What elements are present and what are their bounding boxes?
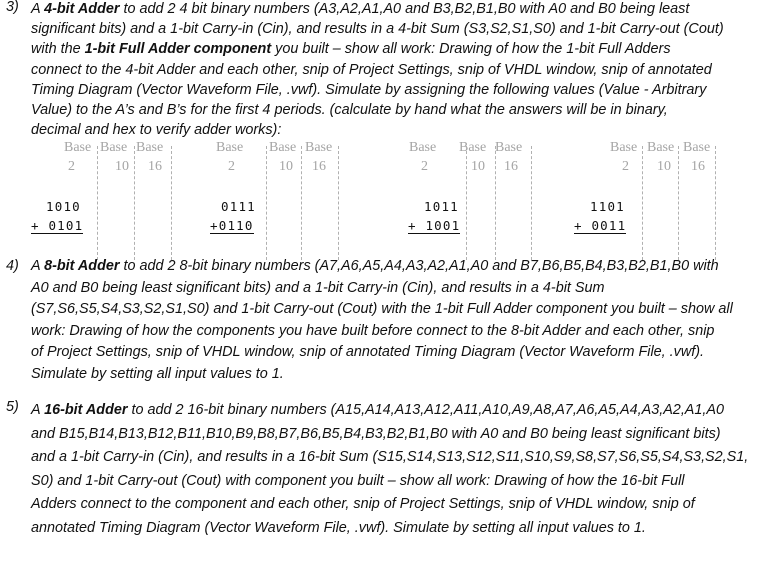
question-number: 5) [6,399,19,415]
base-number: 2 [622,159,629,174]
base-header: Base [305,140,333,155]
text-run: and B15,B14,B13,B12,B11,B10,B9,B8,B7,B6,B5,B4,B3,B2,B1,B0 with A0 and B0 being least significant bits) [31,425,721,442]
base-header: Base [269,140,297,155]
base-number: 16 [148,159,162,174]
base-header: Base [610,140,638,155]
text-run: with the [31,41,85,58]
text-run: Adders connect to the component and each other, snip of Project Settings, snip of VHDL window, snip of [31,496,695,513]
text-run: to add 2 4 bit binary numbers (A3,A2,A1,A0 and B3,B2,B1,B0 with A0 and B0 being least [119,1,690,17]
question-text-line [31,493,695,515]
question-text-line [31,280,605,296]
column-divider [531,146,532,260]
text-run: S0) and 1-bit Carry-out (Cout) with component you built – show all work: Drawing of how the 16-bit Full [31,472,685,489]
column-divider [715,146,716,260]
question-text-line [31,470,684,492]
base-conversion-table [0,140,760,262]
question-text-line [31,517,646,539]
base-number: 2 [228,159,235,174]
operand-a: 1011 [424,199,459,214]
base-number: 16 [312,159,326,174]
bold-term: 8-bit Adder [44,258,120,274]
column-divider [338,146,339,260]
text-run: (S7,S6,S5,S4,S3,S2,S1,S0) and 1-bit Carry-out (Cout) with the 1-bit Full Adder component you built – show all [31,301,733,318]
bold-term: 1-bit Full Adder component [84,41,272,58]
base-header: Base [136,140,164,155]
operand-b: +0110 [210,218,254,233]
question-number: 4) [6,258,19,274]
base-header: Base [100,140,128,155]
text-run: work: Drawing of how the components you have built before connect to the 8-bit Adder and each other, snip [31,322,715,339]
operand-b: + 1001 [408,218,461,233]
text-run: Simulate by setting all input values to 1. [31,366,284,382]
base-header: Base [409,140,437,155]
text-run: annotated Timing Diagram (Vector Waveform File, .vwf). Simulate by setting all input values to 1. [31,520,646,536]
question-text-line [31,100,668,120]
question-text-line [31,399,724,421]
base-number: 2 [68,159,75,174]
question-text-line [31,80,706,100]
text-run: decimal and hex to verify adder works): [31,122,282,139]
column-divider [134,146,135,260]
column-divider [266,146,267,260]
text-run: Timing Diagram (Vector Waveform File, .vwf). Simulate by assigning the following values (Value - Arbitrary [31,81,707,98]
question-text-line [31,0,689,19]
operand-b: + 0101 [31,218,84,233]
question-text-line [31,446,748,468]
question-text-line [31,423,721,445]
column-divider [171,146,172,260]
base-number: 10 [657,159,671,174]
base-number: 2 [421,159,428,174]
text-run: to add 2 16-bit binary numbers (A15,A14,A13,A12,A11,A10,A9,A8,A7,A6,A5,A4,A3,A2,A1,A0 [127,402,725,418]
base-number: 16 [504,159,518,174]
column-divider [642,146,643,260]
column-divider [495,146,496,260]
operand-a: 0111 [221,199,256,214]
base-header: Base [683,140,711,155]
text-run: you built – show all work: Drawing of how the 1-bit Full Adders [271,41,671,58]
operand-a: 1010 [46,199,81,214]
base-header: Base [459,140,487,155]
text-run: A [31,1,45,17]
column-divider [301,146,302,260]
text-run: to add 2 8-bit binary numbers (A7,A6,A5,A4,A3,A2,A1,A0 and B7,B6,B5,B4,B3,B2,B1,B0 with [119,258,719,274]
text-run: and a 1-bit Carry-in (Cin), and results in a 16-bit Sum (S15,S14,S13,S12,S11,S10,S9,S8,S7,S6,S5,S4,S3,S2,S1, [31,449,749,466]
column-divider [466,146,467,260]
base-header: Base [647,140,675,155]
text-run: connect to the 4-bit Adder and each other, snip of Project Settings, snip of VHDL window, snip of annotated [31,61,712,78]
operand-b: + 0011 [574,218,627,233]
question-text-line [31,60,712,80]
question-number: 3) [6,0,19,15]
operand-a: 1101 [590,199,625,214]
question-text-line [31,344,704,360]
base-header: Base [64,140,92,155]
base-header: Base [495,140,523,155]
text-run: of Project Settings, snip of VHDL window, snip of annotated Timing Diagram (Vector Waveform File, .vwf). [31,344,705,361]
bold-term: 4-bit Adder [44,1,120,17]
question-text-line [31,120,281,140]
bold-term: 16-bit Adder [44,402,128,418]
question-text-line [31,39,671,59]
base-header: Base [216,140,244,155]
text-run: A [31,402,45,418]
question-text-line [31,19,724,39]
base-number: 16 [691,159,705,174]
question-text-line [31,366,284,382]
text-run: A0 and B0 being least significant bits) and a 1-bit Carry-in (Cin), and results in a 4-bit Sum [31,279,605,296]
text-run: Value) to the A’s and B’s for the first 4 periods. (calculate by hand what the answers will be in binary, [31,102,668,118]
base-number: 10 [115,159,129,174]
base-number: 10 [279,159,293,174]
column-divider [97,146,98,260]
column-divider [678,146,679,260]
text-run: significant bits) and a 1-bit Carry-in (Cin), and results in a 4-bit Sum (S3,S2,S1,S0) and 1-bit Carry-out (Cout) [31,21,724,38]
question-text-line [31,323,714,339]
question-text-line [31,301,733,317]
text-run: A [31,258,45,274]
base-number: 10 [471,159,485,174]
question-text-line [31,258,719,274]
